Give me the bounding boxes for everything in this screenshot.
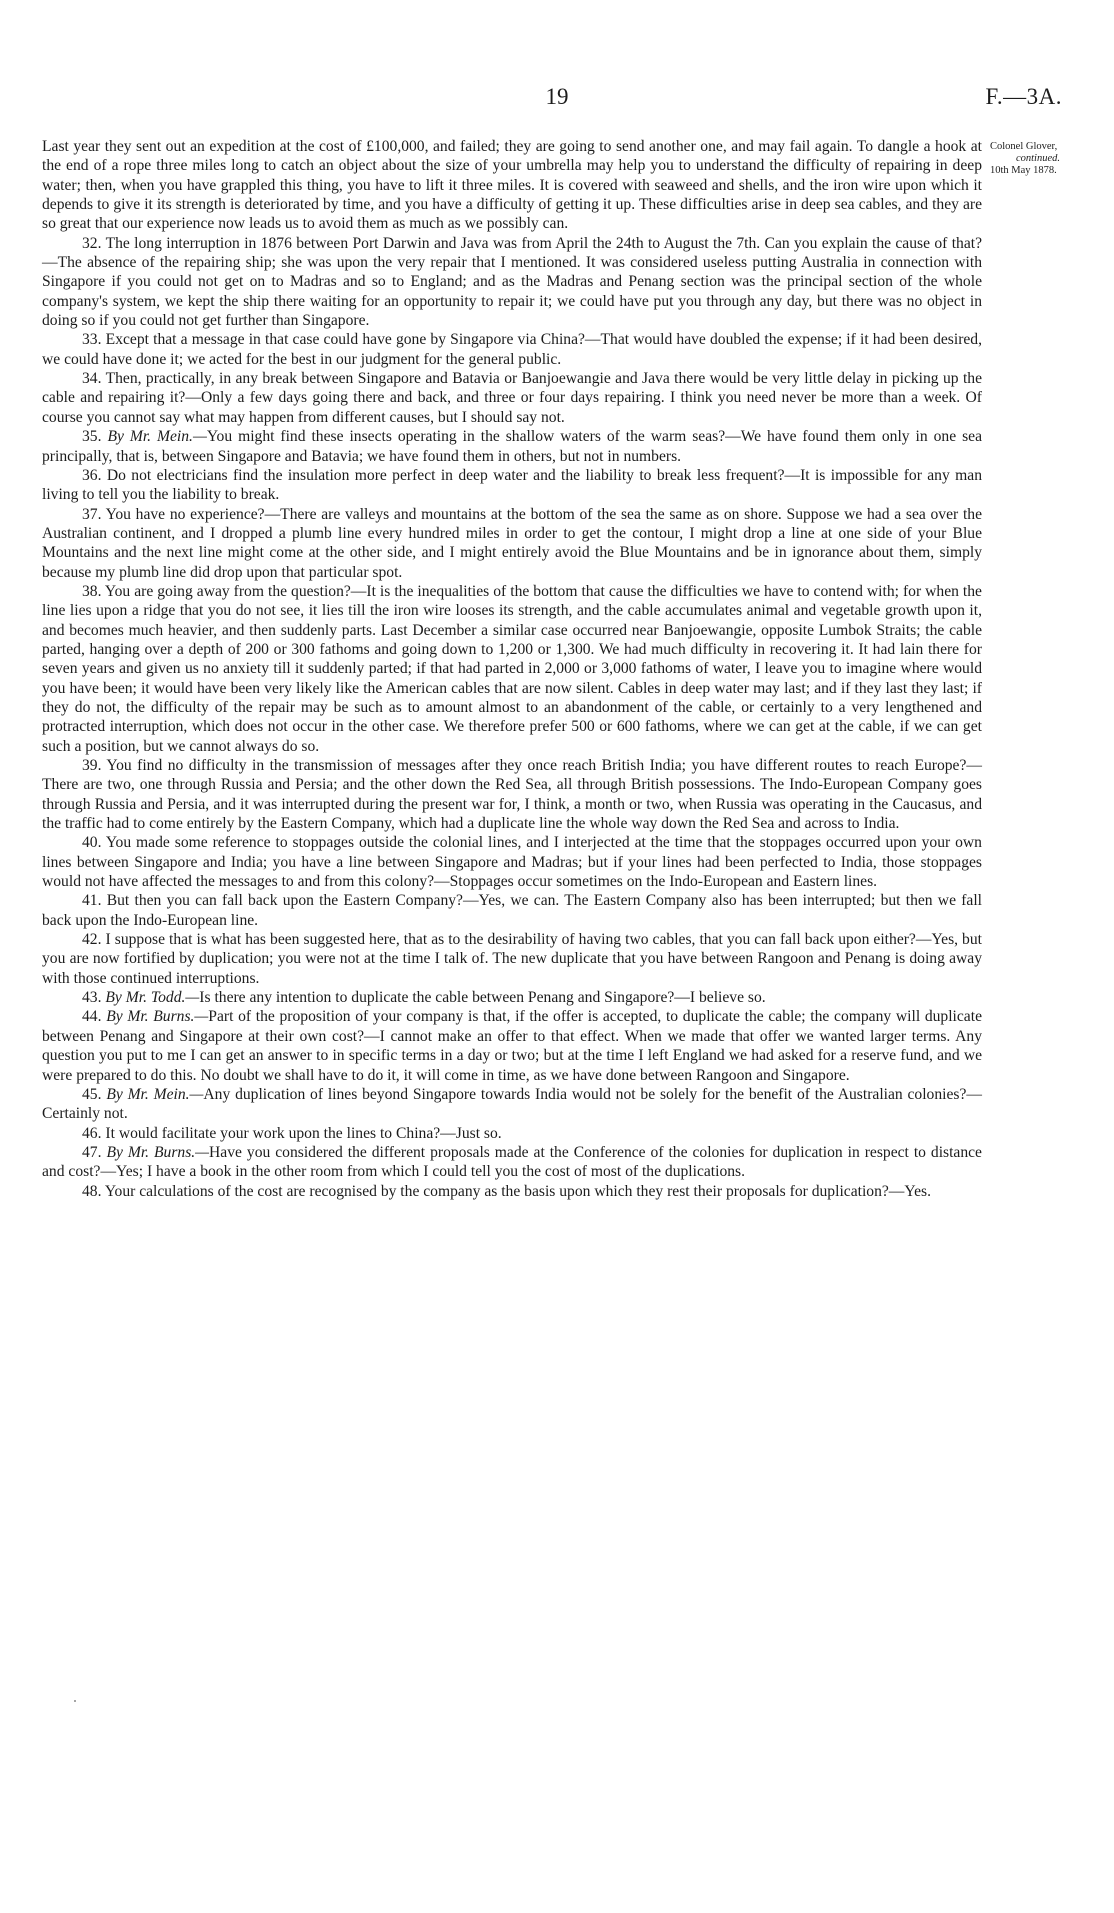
question-32	[42, 234, 982, 331]
question-number: 48.	[82, 1182, 102, 1200]
question-36	[42, 466, 982, 505]
paragraph-text: You made some reference to stoppages outside the colonial lines, and I interjected at the time that the stoppages occurred upon your own lines between Singapore and India; you have a line between Singapore and Madras; but if your lines had been perfected to India, those stoppages would not have affected the messages to and from this colony?—Stoppages occur sometimes on the Indo-European and Eastern lines.	[42, 834, 982, 891]
question-43	[42, 988, 982, 1007]
question-39	[42, 756, 982, 833]
question-number: 37.	[82, 505, 102, 523]
speaker: By Mr. Todd.—	[105, 989, 200, 1007]
paragraph-intro	[42, 137, 982, 234]
page-speck	[74, 1700, 76, 1702]
paragraph-text: You are going away from the question?—It is the inequalities of the bottom that cause the difficulties we have to contend with; for when the line lies upon a ridge that you do not see, it lies till the iron wire looses its strength, and the cable accumulates animal and vegetable growth upon it, and becomes much heavier, and then suddenly parts. Last December a similar case occurred near Banjoewangie, opposite Lumbok Straits; the cable parted, hanging over a depth of 200 or 300 fathoms and going down to 1,200 or 1,300. We had much difficulty in recovering it. It had lain there for seven years and given us no anxiety till it suddenly parted; if that had parted in 2,000 or 3,000 fathoms of water, I leave you to imagine where would you have been; it would have been very likely like the American cables that are now silent. Cables in deep water may last; and if they last they last; if they do not, the difficulty of the repair may be such as to amount almost to an abandonment of the cable, or certainly to a very lengthened and protracted interruption, which does not occur in the other case. We therefore prefer 500 or 600 fathoms, where we can get at the cable, if we can get such a position, but we cannot always do so.	[42, 582, 982, 755]
question-41	[42, 891, 982, 930]
question-number: 46.	[82, 1124, 102, 1142]
paragraph-text: You might find these insects operating in the shallow waters of the warm seas?—We have found them only in one sea principally, that is, between Singapore and Batavia; we have found them in others, but not in numbers.	[42, 428, 982, 465]
question-number: 47.	[82, 1143, 102, 1161]
speaker: By Mr. Burns.—	[106, 1008, 209, 1026]
question-34	[42, 369, 982, 427]
question-number: 34.	[82, 370, 102, 388]
question-number: 44.	[82, 1008, 102, 1026]
margin-note-name: Colonel Glover,	[990, 141, 1058, 152]
body-text	[42, 137, 982, 1201]
question-37	[42, 505, 982, 582]
question-48	[42, 1182, 982, 1201]
question-44	[42, 1007, 982, 1084]
margin-note	[990, 141, 1100, 177]
page-number: 19	[545, 84, 569, 109]
paragraph-text: Do not electricians find the insulation more perfect in deep water and the liability to break less frequent?—It is impossible for any man living to tell you the liability to break.	[42, 466, 982, 504]
paragraph-text: I suppose that is what has been suggested here, that as to the desirability of having two cables, that you can fall back upon either?—Yes, but you are now fortified by duplication; you were not at the time I talk of. The new duplicate that you have between Rangoon and Penang is doing away with those continued interruptions.	[42, 931, 982, 987]
question-47	[42, 1143, 982, 1182]
paragraph-text: Any duplication of lines beyond Singapore towards India would not be solely for the benefit of the Australian colonies?—Certainly not.	[42, 1085, 982, 1123]
margin-note-date: 10th May 1878.	[990, 165, 1057, 176]
question-number: 38.	[82, 582, 102, 600]
question-33	[42, 330, 982, 369]
speaker: By Mr. Mein.—	[107, 428, 207, 446]
question-40	[42, 833, 982, 891]
question-number: 32.	[82, 234, 102, 252]
question-number: 36.	[82, 466, 102, 484]
paragraph-text: You have no experience?—There are valleys and mountains at the bottom of the sea the same as on shore. Suppose we had a sea over the Australian continent, and I dropped a plumb line every hundred miles in order to get the contour, I might drop a line at one side of your Blue Mountains and the next line might come at the other side, and I might entirely avoid the Blue Mountains and be in ignorance about them, simply because my plumb line did drop upon that particular spot.	[42, 505, 982, 581]
question-number: 43.	[82, 989, 102, 1007]
paragraph-text: You find no difficulty in the transmission of messages after they once reach British India; you have different routes to reach Europe?—There are two, one through Russia and Persia; and the other down the Red Sea, all through British possessions. The Indo-European Company goes through Russia and Persia, and it was interrupted during the present war for, I think, a month or two, when Russia was operating in the Caucasus, and the traffic had to come entirely by the Eastern Company, which had a duplicate line the whole way down the Red Sea and across to India.	[42, 757, 982, 833]
question-number: 35.	[82, 428, 102, 446]
question-number: 39.	[82, 757, 102, 774]
paragraph-text: Part of the proposition of your company is that, if the offer is accepted, to duplicate the cable; the company will duplicate between Penang and Singapore at their own cost?—I cannot make an offer to that effect. When we made that offer we wanted larger terms. Any question you put to me I can get an answer to in specific terms in a day or two; but at the time I left England we had asked for a reserve fund, and we were prepared to do this. No doubt we shall have to do it, it will come in time, as we have done between Rangoon and Singapore.	[42, 1008, 982, 1084]
question-number: 41.	[82, 892, 102, 910]
paragraph-text: But then you can fall back upon the Eastern Company?—Yes, we can. The Eastern Company also has been interrupted; but then we fall back upon the Indo-European line.	[42, 892, 982, 929]
paragraph-text: Your calculations of the cost are recognised by the company as the basis upon which they rest their proposals for duplication?—Yes.	[104, 1182, 931, 1200]
question-42	[42, 930, 982, 988]
question-number: 33.	[82, 331, 102, 349]
question-number: 45.	[82, 1085, 102, 1103]
paragraph-text: It would facilitate your work upon the lines to China?—Just so.	[105, 1124, 502, 1142]
document-reference: F.—3A.	[985, 84, 1062, 109]
speaker: By Mr. Burns.—	[106, 1143, 210, 1161]
question-38	[42, 582, 982, 756]
question-45	[42, 1085, 982, 1124]
paragraph-text: Except that a message in that case could have gone by Singapore via China?—That would have doubled the expense; if it had been desired, we could have done it; we acted for the best in our judgment for the general public.	[42, 331, 983, 368]
margin-note-continued: continued.	[1015, 153, 1061, 164]
question-number: 42.	[82, 931, 102, 949]
speaker: By Mr. Mein.—	[106, 1085, 204, 1103]
paragraph-text: The long interruption in 1876 between Port Darwin and Java was from April the 24th to August the 7th. Can you explain the cause of that?—The absence of the repairing ship; she was upon the very repair that I mentioned. It was considered useless putting Australia in connection with Singapore if you could not get on to Madras and so to England; and as the Madras and Penang section was the principal section of the whole company's system, we kept the ship there waiting for an opportunity to repair it; we could have put you through any day, but there was no object in doing so if you could not get further than Singapore.	[42, 234, 982, 330]
paragraph-text: Last year they sent out an expedition at the cost of £100,000, and failed; they are going to send another one, and may fail again. To dangle a hook at the end of a rope three miles long to catch an object about the size of your umbrella may help you to understand the difficulty of repairing in deep water; then, when you have grappled this thing, you have to lift it three miles. It is covered with seaweed and shells, and the iron wire upon which it depends to give it its strength is deteriorated by time, and you have a difficulty of getting it up. These difficulties arise in deep sea cables, and they are so great that our experience now leads us to avoid them as much as we possibly can.	[42, 138, 982, 233]
paragraph-text: Then, practically, in any break between Singapore and Batavia or Banjoewangie and Java there would be very little delay in picking up the cable and repairing it?—Only a few days going there and back, and three or four days repairing. I think you need never be more than a week. Of course you cannot say what may happen from different causes, but I should say not.	[42, 370, 983, 426]
question-35	[42, 427, 982, 466]
paragraph-text: Have you considered the different proposals made at the Conference of the colonies for duplication in respect to distance and cost?—Yes; I have a book in the other room from which I could tell you the cost of most of the duplications.	[42, 1143, 982, 1181]
question-number: 40.	[82, 834, 102, 852]
question-46	[42, 1124, 982, 1143]
paragraph-text: Is there any intention to duplicate the cable between Penang and Singapore?—I believe so.	[199, 989, 766, 1007]
